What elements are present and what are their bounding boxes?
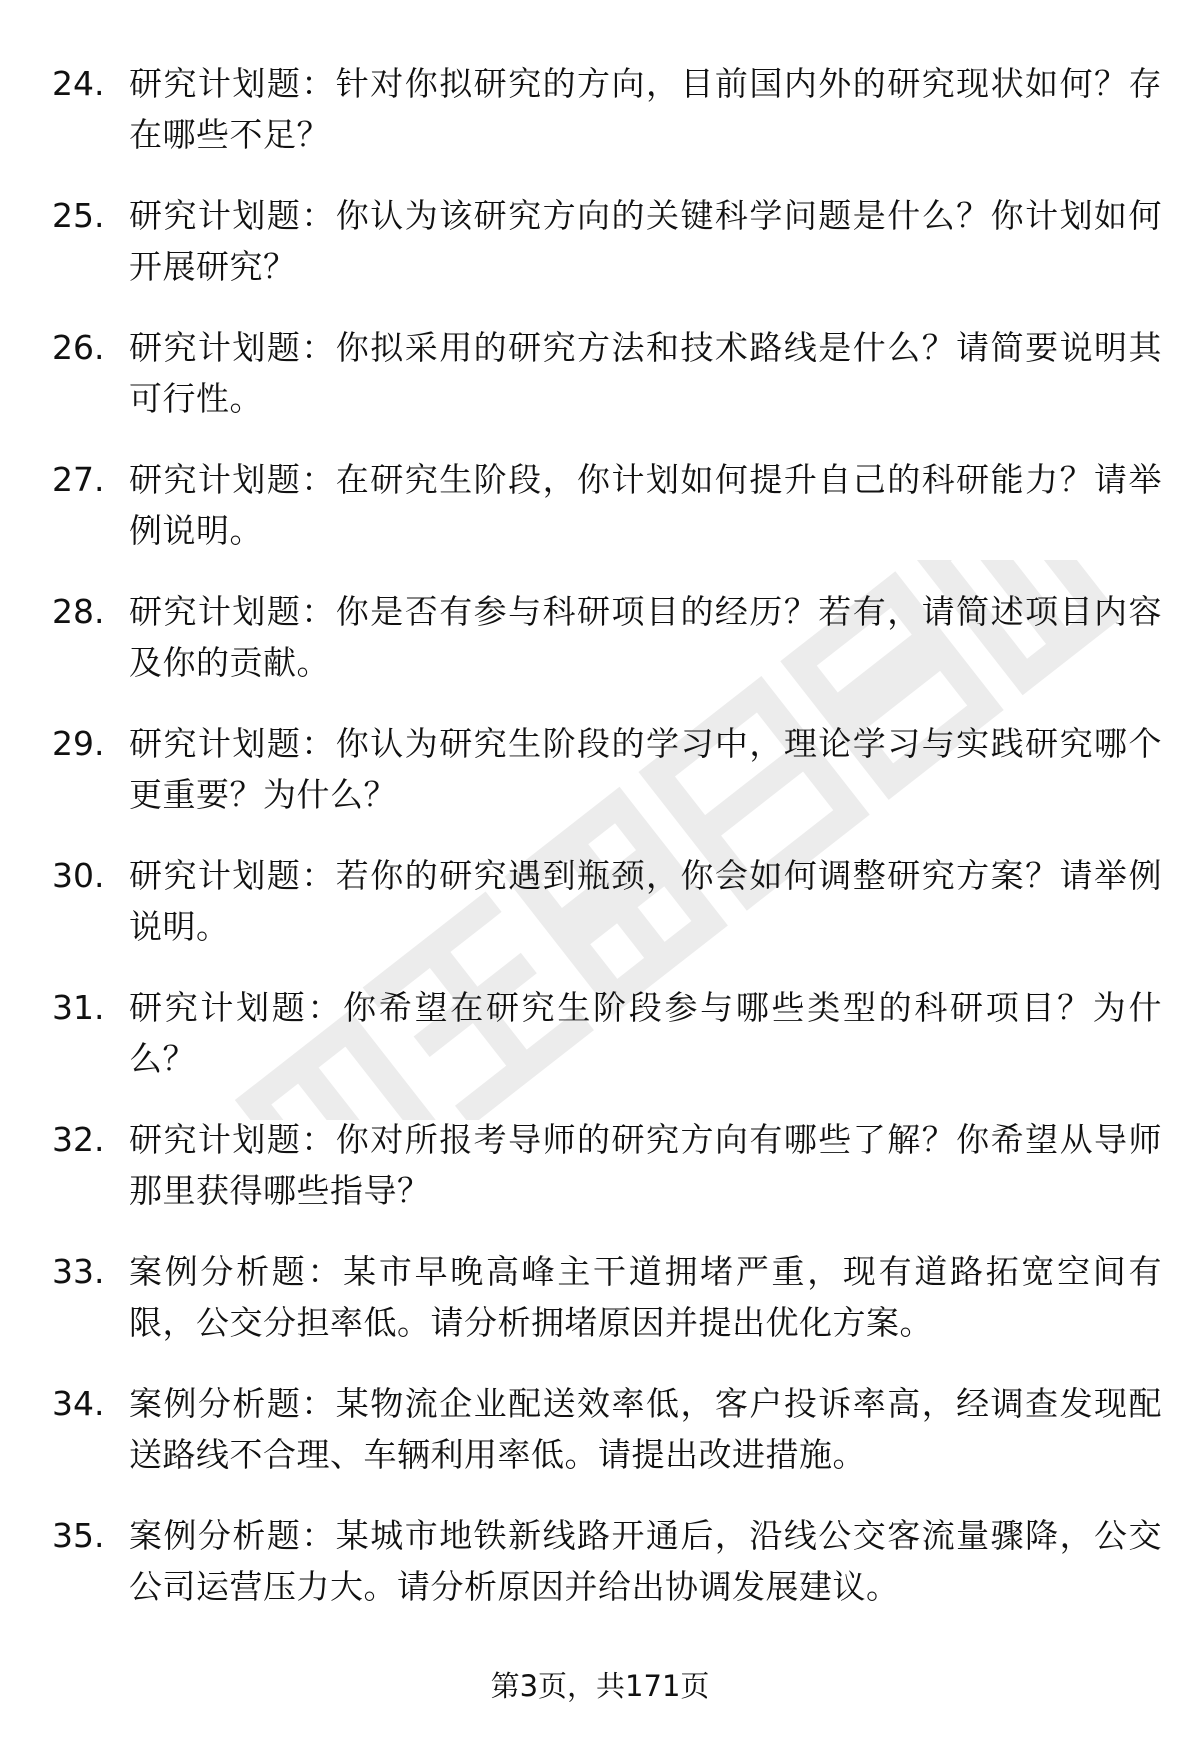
question-number: 32.	[52, 1120, 105, 1159]
question-item	[52, 586, 1162, 718]
question-text: 研究计划题：你对所报考导师的研究方向有哪些了解？你希望从导师那里获得哪些指导？	[129, 1120, 1162, 1210]
question-item	[52, 454, 1162, 586]
question-text: 案例分析题：某城市地铁新线路开通后，沿线公交客流量骤降，公交公司运营压力大。请分析原因并给出协调发展建议。	[129, 1516, 1162, 1606]
question-text: 研究计划题：你认为该研究方向的关键科学问题是什么？你计划如何开展研究？	[129, 196, 1162, 286]
question-item	[52, 982, 1162, 1114]
question-number: 26.	[52, 328, 105, 367]
question-item	[52, 1510, 1162, 1642]
question-number: 29.	[52, 724, 105, 763]
question-item	[52, 850, 1162, 982]
question-text: 研究计划题：你拟采用的研究方法和技术路线是什么？请简要说明其可行性。	[129, 328, 1162, 418]
question-item	[52, 322, 1162, 454]
question-number: 34.	[52, 1384, 105, 1423]
question-text: 研究计划题：若你的研究遇到瓶颈，你会如何调整研究方案？请举例说明。	[129, 856, 1162, 946]
question-item	[52, 1246, 1162, 1378]
question-item	[52, 58, 1162, 190]
page-footer	[0, 1666, 1200, 1706]
question-number: 24.	[52, 64, 105, 103]
question-number: 31.	[52, 988, 105, 1027]
question-number: 25.	[52, 196, 105, 235]
question-number: 30.	[52, 856, 105, 895]
question-list	[52, 58, 1162, 1642]
question-text: 研究计划题：针对你拟研究的方向，目前国内外的研究现状如何？存在哪些不足？	[129, 64, 1162, 154]
question-text: 案例分析题：某市早晚高峰主干道拥堵严重，现有道路拓宽空间有限，公交分担率低。请分析拥堵原因并提出优化方案。	[129, 1252, 1162, 1342]
question-text: 研究计划题：你是否有参与科研项目的经历？若有，请简述项目内容及你的贡献。	[129, 592, 1162, 682]
question-number: 27.	[52, 460, 105, 499]
question-text: 研究计划题：你希望在研究生阶段参与哪些类型的科研项目？为什么？	[129, 988, 1162, 1078]
page-number-label: 第3页，共171页	[490, 1669, 710, 1703]
question-item	[52, 1378, 1162, 1510]
question-number: 28.	[52, 592, 105, 631]
question-item	[52, 718, 1162, 850]
question-number: 33.	[52, 1252, 105, 1291]
question-text: 案例分析题：某物流企业配送效率低，客户投诉率高，经调查发现配送路线不合理、车辆利用率低。请提出改进措施。	[129, 1384, 1162, 1474]
question-text: 研究计划题：在研究生阶段，你计划如何提升自己的科研能力？请举例说明。	[129, 460, 1162, 550]
question-number: 35.	[52, 1516, 105, 1555]
question-text: 研究计划题：你认为研究生阶段的学习中，理论学习与实践研究哪个更重要？为什么？	[129, 724, 1162, 814]
question-item	[52, 190, 1162, 322]
question-item	[52, 1114, 1162, 1246]
